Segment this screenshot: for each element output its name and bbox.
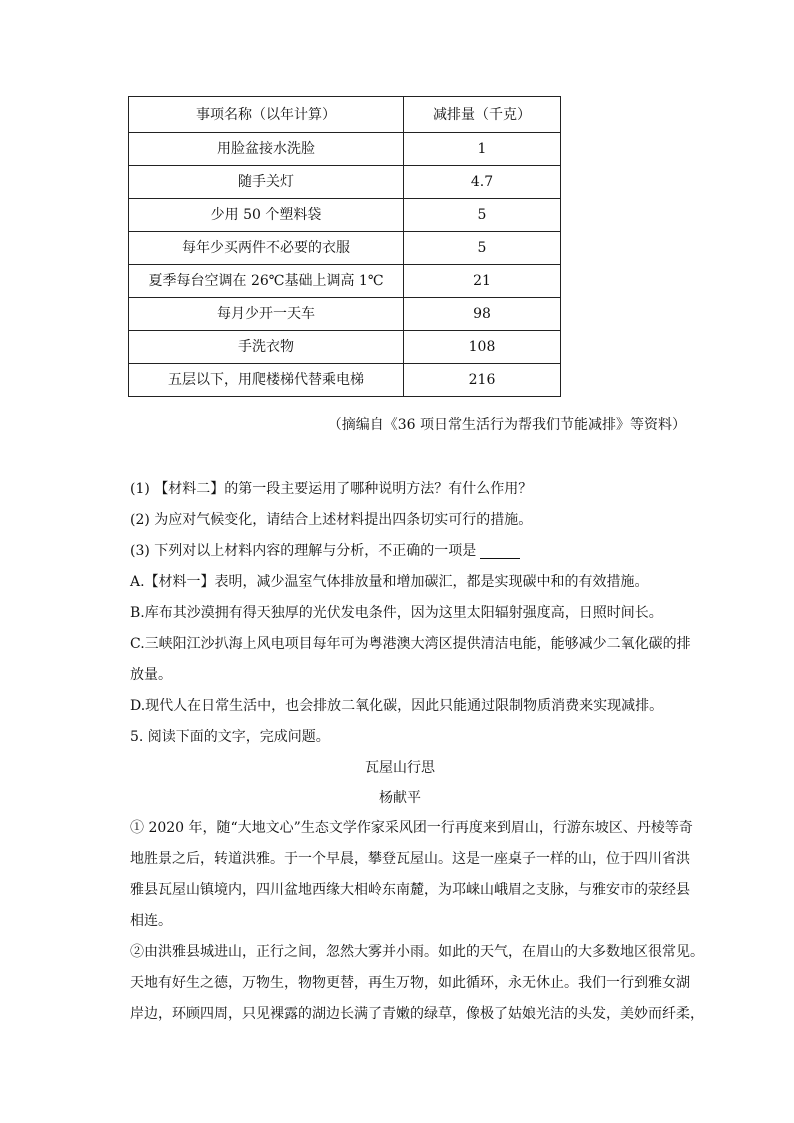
- table-cell-item: 少用 50 个塑料袋: [129, 199, 404, 232]
- table-cell-item: 随手关灯: [129, 166, 404, 199]
- question-1: (1) 【材料二】的第一段主要运用了哪种说明方法？有什么作用？: [130, 481, 533, 497]
- table-header-row: [129, 97, 561, 133]
- paragraph-1-line: 地胜景之后，转道洪雅。于一个早晨，攀登瓦屋山。这是一座桌子一样的山，位于四川省洪: [130, 851, 690, 867]
- table-row: [129, 199, 561, 232]
- question-2: (2) 为应对气候变化，请结合上述材料提出四条切实可行的措施。: [130, 512, 533, 528]
- table-cell-item: 用脸盆接水洗脸: [129, 133, 404, 166]
- option-b: B.库布其沙漠拥有得天独厚的光伏发电条件，因为这里太阳辐射强度高，日照时间长。: [130, 605, 663, 621]
- section-5-heading: 5. 阅读下面的文字，完成问题。: [130, 729, 330, 745]
- table-row: [129, 331, 561, 364]
- paragraph-2-line: 天地有好生之德，万物生，物物更替，再生万物，如此循环，永无休止。我们一行到雅女湖: [130, 975, 690, 991]
- table-cell-value: 1: [404, 133, 561, 166]
- table-cell-value: 5: [404, 232, 561, 265]
- paragraph-1-line: ① 2020 年，随“大地文心”生态文学作家采风团一行再度来到眉山，行游东坡区、丹棱等奇: [130, 820, 693, 836]
- emission-reduction-table: [128, 96, 561, 397]
- source-note: （摘编自《36 项日常生活行为帮我们节能减排》等资料）: [327, 417, 686, 433]
- table-cell-item: 每年少买两件不必要的衣服: [129, 232, 404, 265]
- paragraph-2-line: ②由洪雅县城进山，正行之间，忽然大雾并小雨。如此的天气，在眉山的大多数地区很常见。: [130, 944, 704, 960]
- column-header-item: 事项名称（以年计算）: [129, 97, 404, 133]
- table-row: [129, 298, 561, 331]
- paragraph-1-line: 雅县瓦屋山镇境内，四川盆地西缘大相岭东南麓，为邛崃山峨眉之支脉，与雅安市的荥经县: [130, 882, 690, 898]
- table-cell-item: 手洗衣物: [129, 331, 404, 364]
- table-cell-value: 4.7: [404, 166, 561, 199]
- table-cell-value: 21: [404, 265, 561, 298]
- option-c-line-2: 放量。: [130, 667, 172, 683]
- table-row: [129, 265, 561, 298]
- question-3: [130, 536, 690, 567]
- table-cell-value: 108: [404, 331, 561, 364]
- answer-blank: [480, 544, 520, 559]
- questions-and-reading: [130, 474, 704, 1030]
- paragraph-2-line: 岸边，环顾四周，只见裸露的湖边长满了青嫩的绿草，像极了姑娘光洁的头发，美妙而纤柔，: [130, 1006, 704, 1022]
- table-row: [129, 364, 561, 397]
- column-header-reduction: 减排量（千克）: [404, 97, 561, 133]
- table-cell-item: 五层以下，用爬楼梯代替乘电梯: [129, 364, 404, 397]
- table-cell-value: 98: [404, 298, 561, 331]
- paragraph-1-line: 相连。: [130, 913, 172, 929]
- article-author: 杨献平: [379, 790, 421, 806]
- option-a: A.【材料一】表明，减少温室气体排放量和增加碳汇，都是实现碳中和的有效措施。: [130, 574, 649, 590]
- article-title: 瓦屋山行思: [365, 760, 435, 776]
- table-row: [129, 166, 561, 199]
- table-cell-item: 每月少开一天车: [129, 298, 404, 331]
- option-c-line-1: C.三峡阳江沙扒海上风电项目每年可为粤港澳大湾区提供清洁电能，能够减少二氧化碳的排: [130, 636, 691, 652]
- option-d: D.现代人在日常生活中，也会排放二氧化碳，因此只能通过限制物质消费来实现减排。: [130, 698, 664, 714]
- question-3-text: (3) 下列对以上材料内容的理解与分析，不正确的一项是: [130, 543, 477, 559]
- table-row: [129, 133, 561, 166]
- table-cell-value: 5: [404, 199, 561, 232]
- table-cell-value: 216: [404, 364, 561, 397]
- table-cell-item: 夏季每台空调在 26℃基础上调高 1℃: [129, 265, 404, 298]
- table-row: [129, 232, 561, 265]
